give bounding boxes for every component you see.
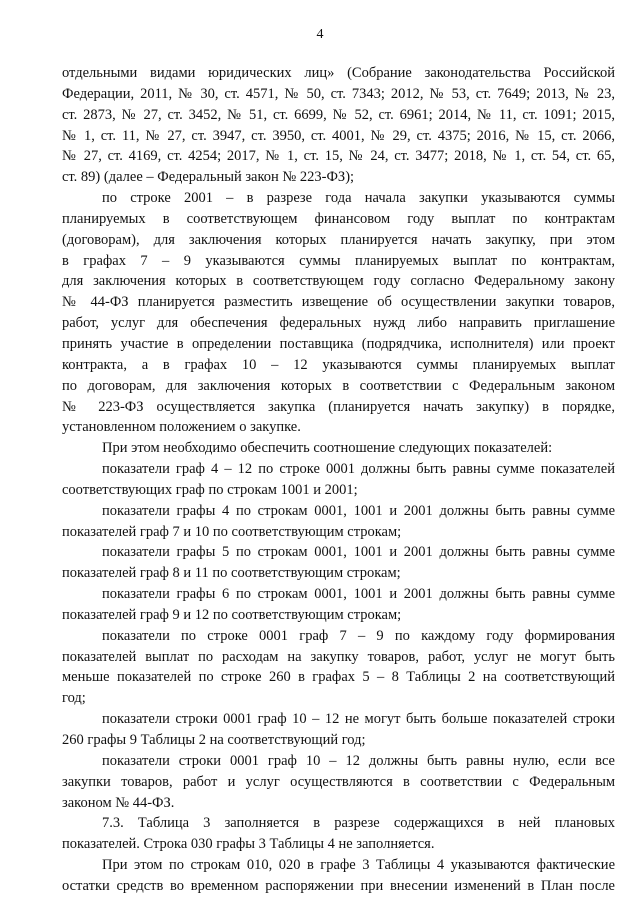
paragraph-1-line-5: № 27, ст. 4169, ст. 4254; 2017, № 1, ст. 15, № 24, ст. 3477; 2018, № 1, ст. 54, ст. 65,	[62, 148, 615, 165]
paragraph-6-line-2: показателей граф 8 и 11 по соответствующим строкам;	[62, 565, 401, 582]
paragraph-10-line-3: законом № 44-ФЗ.	[62, 794, 175, 811]
paragraph-2-line-7: работ, услуг для обеспечения федеральных нужд либо направить приглашение	[62, 315, 615, 332]
paragraph-2-line-8: принять участие в определении поставщика (подрядчика, исполнителя) или проект	[62, 335, 615, 352]
paragraph-3-line-1: При этом необходимо обеспечить соотношение следующих показателей:	[102, 440, 553, 457]
paragraph-4-line-1: показатели граф 4 – 12 по строке 0001 должны быть равны сумме показателей	[102, 461, 615, 478]
paragraph-2-line-9: контракта, а в графах 10 – 12 указываются суммы планируемых выплат	[62, 356, 615, 373]
paragraph-5-line-1: показатели графы 4 по строкам 0001, 1001 и 2001 должны быть равны сумме	[102, 502, 615, 519]
paragraph-10-line-1: показатели строки 0001 граф 10 – 12 должны быть равны нулю, если все	[102, 752, 615, 769]
paragraph-8-line-1: показатели по строке 0001 граф 7 – 9 по каждому году формирования	[102, 627, 615, 644]
paragraph-6-line-1: показатели графы 5 по строкам 0001, 1001 и 2001 должны быть равны сумме	[102, 544, 615, 561]
paragraph-1-line-6: ст. 89) (далее – Федеральный закон № 223-ФЗ);	[62, 169, 355, 186]
paragraph-1-line-2: Федерации, 2011, № 30, ст. 4571, № 50, ст. 7343; 2012, № 53, ст. 7649; 2013, № 23,	[62, 85, 615, 102]
paragraph-2-line-12: установленном положением о закупке.	[62, 419, 301, 436]
body-text	[62, 63, 615, 897]
paragraph-8-line-2: показателей выплат по расходам на закупку товаров, работ, услуг не могут быть	[62, 648, 615, 665]
paragraph-11-line-2: показателей. Строка 030 графы 3 Таблицы 4 не заполняется.	[62, 836, 435, 853]
paragraph-8-line-4: год;	[62, 690, 86, 707]
paragraph-11-line-1: 7.3. Таблица 3 заполняется в разрезе содержащихся в ней плановых	[102, 815, 615, 832]
paragraph-1-line-4: № 1, ст. 11, № 27, ст. 3947, ст. 3950, ст. 4001, № 29, ст. 4375; 2016, № 15, ст. 2066,	[62, 127, 615, 144]
paragraph-12-line-1: При этом по строкам 010, 020 в графе 3 Таблицы 4 указываются фактические	[102, 857, 615, 874]
paragraph-7-line-1: показатели графы 6 по строкам 0001, 1001 и 2001 должны быть равны сумме	[102, 586, 615, 603]
paragraph-2-line-1: по строке 2001 – в разрезе года начала закупки указываются суммы	[102, 190, 615, 207]
paragraph-2-line-4: в графах 7 – 9 указываются суммы планируемых выплат по контрактам,	[62, 252, 615, 269]
page-number: 4	[316, 27, 324, 42]
paragraph-1-line-3: ст. 2873, № 27, ст. 3452, № 51, ст. 6699, № 52, ст. 6961; 2014, № 11, ст. 1091; 2015,	[62, 106, 615, 123]
paragraph-2-line-11: № 223-ФЗ осуществляется закупка (планируется начать закупку) в порядке,	[62, 398, 615, 415]
paragraph-2-line-2: планируемых в соответствующем финансовом году выплат по контрактам	[62, 210, 615, 227]
paragraph-5-line-2: показателей граф 7 и 10 по соответствующим строкам;	[62, 523, 402, 540]
paragraph-12-line-2: остатки средств во временном распоряжении при внесении изменений в План после	[62, 877, 615, 894]
paragraph-2-line-10: по договорам, для заключения которых в соответствии с Федеральным законом	[62, 377, 615, 394]
paragraph-2-line-5: для заключения которых в соответствующем году согласно Федеральному закону	[62, 273, 615, 290]
paragraph-9-line-1: показатели строки 0001 граф 10 – 12 не могут быть больше показателей строки	[102, 711, 615, 728]
paragraph-8-line-3: меньше показателей по строке 260 в графах 5 – 8 Таблицы 2 на соответствующий	[62, 669, 615, 686]
paragraph-10-line-2: закупки товаров, работ и услуг осуществляются в соответствии с Федеральным	[62, 773, 615, 790]
paragraph-2-line-3: (договорам), для заключения которых планируется начать закупку, при этом	[62, 231, 615, 248]
paragraph-4-line-2: соответствующих граф по строкам 1001 и 2001;	[62, 481, 358, 498]
paragraph-1-line-1: отдельными видами юридических лиц» (Собрание законодательства Российской	[62, 65, 615, 81]
paragraph-9-line-2: 260 графы 9 Таблицы 2 на соответствующий год;	[62, 732, 366, 748]
paragraph-7-line-2: показателей граф 9 и 12 по соответствующим строкам;	[62, 606, 402, 623]
paragraph-2-line-6: № 44-ФЗ планируется разместить извещение об осуществлении закупки товаров,	[62, 294, 615, 311]
